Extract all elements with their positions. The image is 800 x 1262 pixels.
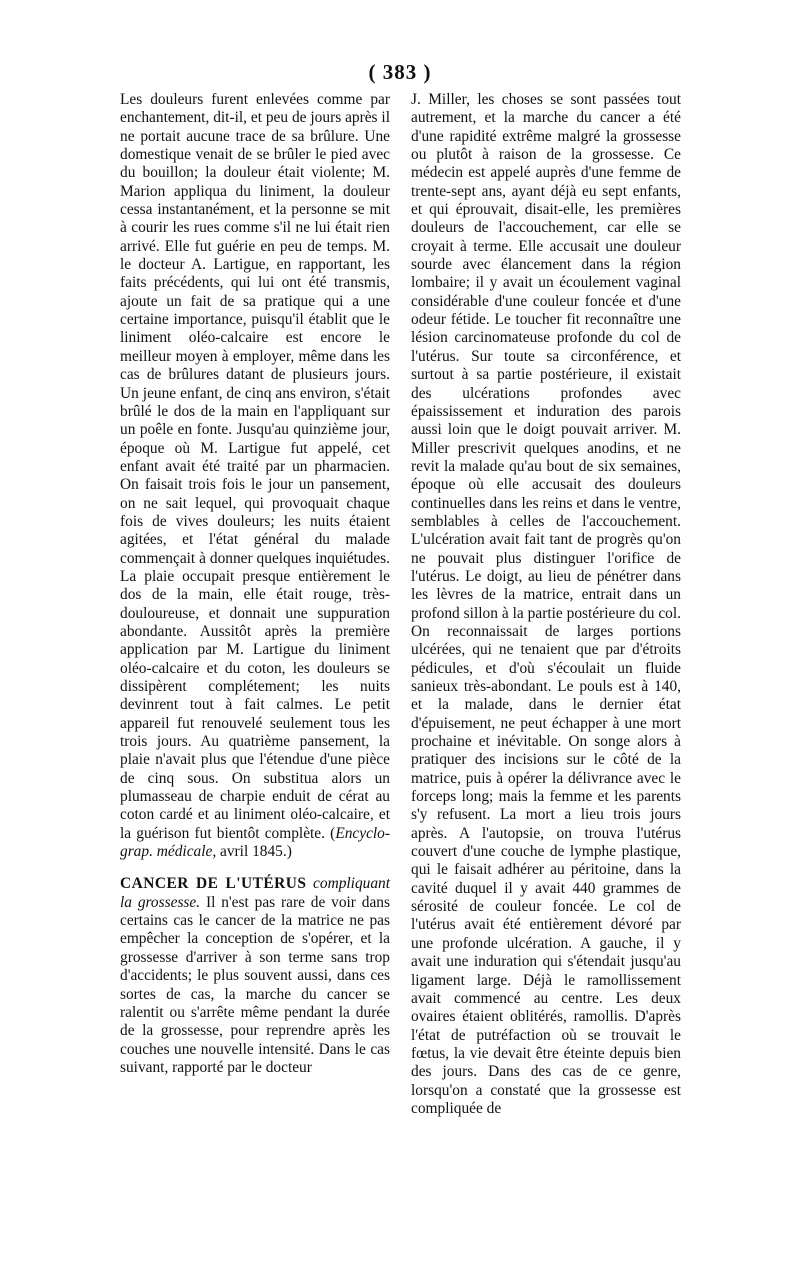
paragraph-text: Il n'est pas rare de voir dans certains cas le cancer de la matrice ne pas empêcher la conception de s'opérer, et la grossesse d'arriver à son terme sans trop d'accidents; le plus souvent aussi, dans ces sortes de cas, la marche du cancer se ralentit ou s'arrête même pendant la durée de la grossesse, pour reprendre après les couches une nouvelle intensité. Dans le cas suivant, rapporté par le docteur [120,893,390,1076]
paragraph-miller-case: J. Miller, les choses se sont passées tout autrement, et la marche du cancer a été d'une rapidité extrême malgré la grossesse ou plutôt à raison de la grossesse. Ce médecin est appelé auprès d'une femme de trente-sept ans, ayant déjà eu sept enfants, et qui éprouvait, disait-elle, les premières douleurs de l'accouchement, car elle se croyait à terme. Elle accusait une douleur sourde avec élancement dans la région lombaire; il y avait un écoulement vaginal considérable d'une couleur foncée et d'une odeur fétide. Le toucher fit reconnaître une lésion carcinomateuse profonde du col de l'utérus. Sur toute sa circonférence, et surtout à sa partie postérieure, il existait des ulcérations profondes avec épaississement et induration des parois aussi loin que le doigt pouvait arriver. M. Miller prescrivit quelques anodins, et ne revit la malade qu'au bout de six semaines, époque où elle accusait des douleurs continuelles dans les reins et dans le ventre, semblables à celles de l'accouchement. L'ulcération avait fait tant de progrès qu'on ne pouvait plus distinguer l'orifice de l'utérus. Le doigt, au lieu de pénétrer dans les lèvres de la matrice, entrait dans un profond sillon à la partie postérieure du col. On reconnaissait de larges portions ulcérées, qui ne tenaient que par d'étroits pédicules, et d'où s'écoulait un fluide sanieux très-abondant. Le pouls est à 140, et la malade, dans le dernier état d'épuisement, ne peut échapper à une mort prochaine et inévitable. On songe alors à pratiquer des incisions sur le côté de la matrice, puis à opérer la délivrance avec le forceps long; mais la femme et les parents s'y refusent. La mort a lieu trois jours après. A l'autopsie, on trouva l'utérus couvert d'une couche de lymphe plastique, qui le faisait adhérer au péritoine, dans la cavité duquel il y avait 440 grammes de sérosité de couleur foncée. Le col de l'utérus avait été entièrement dévoré par une profonde ulcération. A gauche, il y avait une induration qui s'étendait jusqu'au ligament large. Déjà le ramollissement avait commencé au centre. Les deux ovaires étaient oblitérés, ramollis. D'après l'état de putréfaction où se trouvait le fœtus, la vie devait être éteinte depuis bien des jours. Dans des cas de ce genre, lorsqu'on a constaté que la grossesse est compliquée de [411,91,681,1117]
citation-source: Encyclo-grap. médicale, [120,824,390,861]
section-heading-subtitle: compliquant la grossesse. [120,875,391,911]
left-column [120,91,390,1077]
page-number: ( 383 ) [368,60,432,84]
paragraph-cancer-uterus [120,875,390,1077]
paragraph-burn-cases [120,91,390,861]
paragraph-text: Les douleurs furent enlevées comme par enchantement, dit-il, et peu de jours après il ne portait aucune trace de sa brûlure. Une domestique venait de se brûler le pied avec du bouillon; la douleur était violente; M. Marion appliqua du liniment, la douleur cessa instantanément, et la personne se mit à courir les rues comme s'il ne lui était rien arrivé. Elle fut guérie en peu de temps. M. le docteur A. Lartigue, en rapportant, les faits précédents, qui lui ont été transmis, ajoute un fait de sa pratique qui a une certaine importance, puisqu'il établit que le liniment oléo-calcaire est encore le meilleur moyen à employer, même dans les cas de brûlures datant de plusieurs jours. Un jeune enfant, de cinq ans environ, s'était brûlé le dos de la main en l'appliquant sur un poêle en fonte. Jusqu'au quinzième jour, époque où M. Lartigue fut appelé, cet enfant avait été traité par un pharmacien. On faisait trois fois le jour un pansement, on ne sait lequel, qui provoquait chaque fois de vives douleurs; les nuits étaient agitées, et l'état général du malade commençait à donner quelques inquiétudes. La plaie occupait presque entièrement le dos de la main, elle était rouge, très-douloureuse, et donnait une suppuration abondante. Aussitôt après la première application par M. Lartigue du liniment oléo-calcaire et du coton, les douleurs se dissipèrent complétement; les nuits devinrent tout à fait calmes. Le petit appareil fut renouvelé seulement tous les trois jours. Au quatrième pansement, la plaie n'avait plus que l'étendue d'une pièce de cinq sous. On substitua alors un plumasseau de charpie enduit de cérat au coton cardé et au liniment oléo-calcaire, et la guérison fut bientôt complète. ( [120,91,390,842]
right-column [411,91,681,1118]
citation-date: avril 1845.) [216,843,292,861]
section-heading: CANCER DE L'UTÉRUS [120,875,307,893]
